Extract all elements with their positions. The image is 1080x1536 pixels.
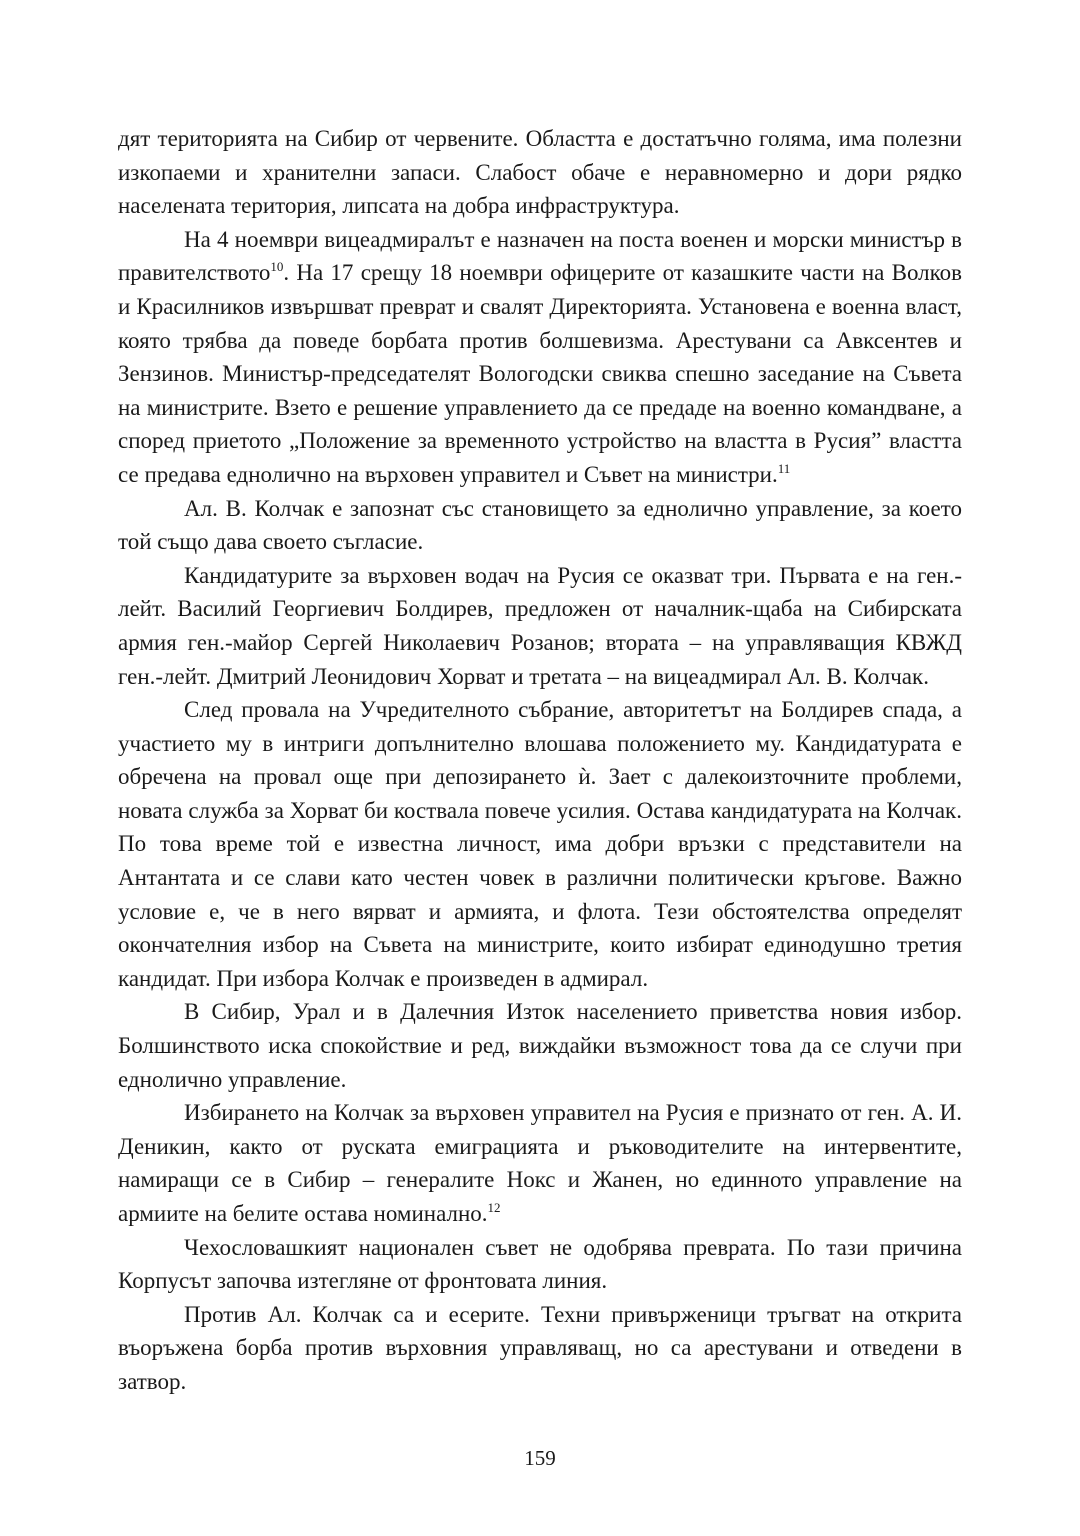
paragraph-4	[118, 559, 962, 693]
page-number: 159	[524, 1446, 556, 1470]
paragraph-2-text-a: На 4 ноември вицеадмиралът е назначен на поста военен и морски министър в правителството	[118, 226, 962, 286]
paragraph-5-text: След провала на Учредителното събрание, авторитетът на Болдирев спада, а участието му в интриги допълнително влошава положението му. Кандидатурата е обречена на провал още при депозирането ѝ. Зает с далекоизточните проблеми, новата служба за Хорват би коствала повече усилия. Остава кандидатурата на Колчак. По това време той е известна личност, има добри връзки с представители на Антантата и се слави като честен човек в различни политически кръгове. Важно условие е, че в него вярват и армията, и флота. Тези обстоятелства определят окончателния избор на Съвета на министрите, които избират единодушно третия кандидат. При избора Колчак е произведен в адмирал.	[118, 697, 962, 991]
paragraph-1-text: дят територията на Сибир от червените. Областта е достатъчно голяма, има полезни изкопаеми и хранителни запаси. Слабост обаче е неравномерно и дори рядко населената територия, липсата на добра инфраструктура.	[118, 126, 962, 219]
paragraph-2-text-b: . На 17 срещу 18 ноември офицерите от казашките части на Волков и Красилников извършват преврат и свалят Директорията. Установена е военна власт, която трябва да поведе борбата против болшевизма. Арестувани са Авксентев и Зензинов. Министър-председателят Вологодски свиква спешно заседание на Съвета на министрите. Взето е решение управлението да се предаде на военно командване, а според приетото „Положение за временното устройство на властта в Русия” властта се предава еднолично на върховен управител и Съвет на министри.	[118, 260, 962, 487]
paragraph-3	[118, 492, 962, 559]
paragraph-6	[118, 995, 962, 1096]
page-body	[118, 122, 962, 1399]
paragraph-7-text: Избирането на Колчак за върховен управител на Русия е признато от ген. А. И. Деникин, както от руската емиграцията и ръководителите на интервентите, намиращи се в Сибир – генералите Нокс и Жанен, но единното управление на армиите на белите остава номинално.	[118, 1100, 962, 1226]
paragraph-4-text: Кандидатурите за върховен водач на Русия се оказват три. Първата е на ген.-лейт. Василий Георгиевич Болдирев, предложен от началник-щаба на Сибирската армия ген.-майор Сергей Николаевич Розанов; втората – на управляващия КВЖД ген.-лейт. Дмитрий Леонидович Хорват и третата – на вицеадмирал Ал. В. Колчак.	[118, 562, 962, 689]
paragraph-9	[118, 1298, 962, 1399]
paragraph-7	[118, 1096, 962, 1230]
paragraph-6-text: В Сибир, Урал и в Далечния Изток населението приветства новия избор. Болшинството иска спокойствие и ред, виждайки възможност това да се случи при еднолично управление.	[118, 999, 962, 1092]
paragraph-3-text: Ал. В. Колчак е запознат със становището за еднолично управление, за което той също дава своето съгласие.	[118, 495, 962, 555]
paragraph-1	[118, 122, 962, 223]
footnote-ref-10[interactable]: 10	[270, 259, 284, 275]
paragraph-5	[118, 693, 962, 995]
footnote-ref-12[interactable]: 12	[487, 1200, 501, 1215]
paragraph-8	[118, 1231, 962, 1298]
paragraph-9-text: Против Ал. Колчак са и есерите. Техни привърженици тръгват на открита въоръжена борба против върховния управляващ, но са арестувани и отведени в затвор.	[118, 1301, 962, 1394]
paragraph-2	[118, 223, 962, 492]
paragraph-8-text: Чехословашкият национален съвет не одобрява преврата. По тази причина Корпусът започва изтегляне от фронтовата линия.	[118, 1234, 962, 1294]
footnote-ref-11[interactable]: 11	[777, 460, 791, 476]
